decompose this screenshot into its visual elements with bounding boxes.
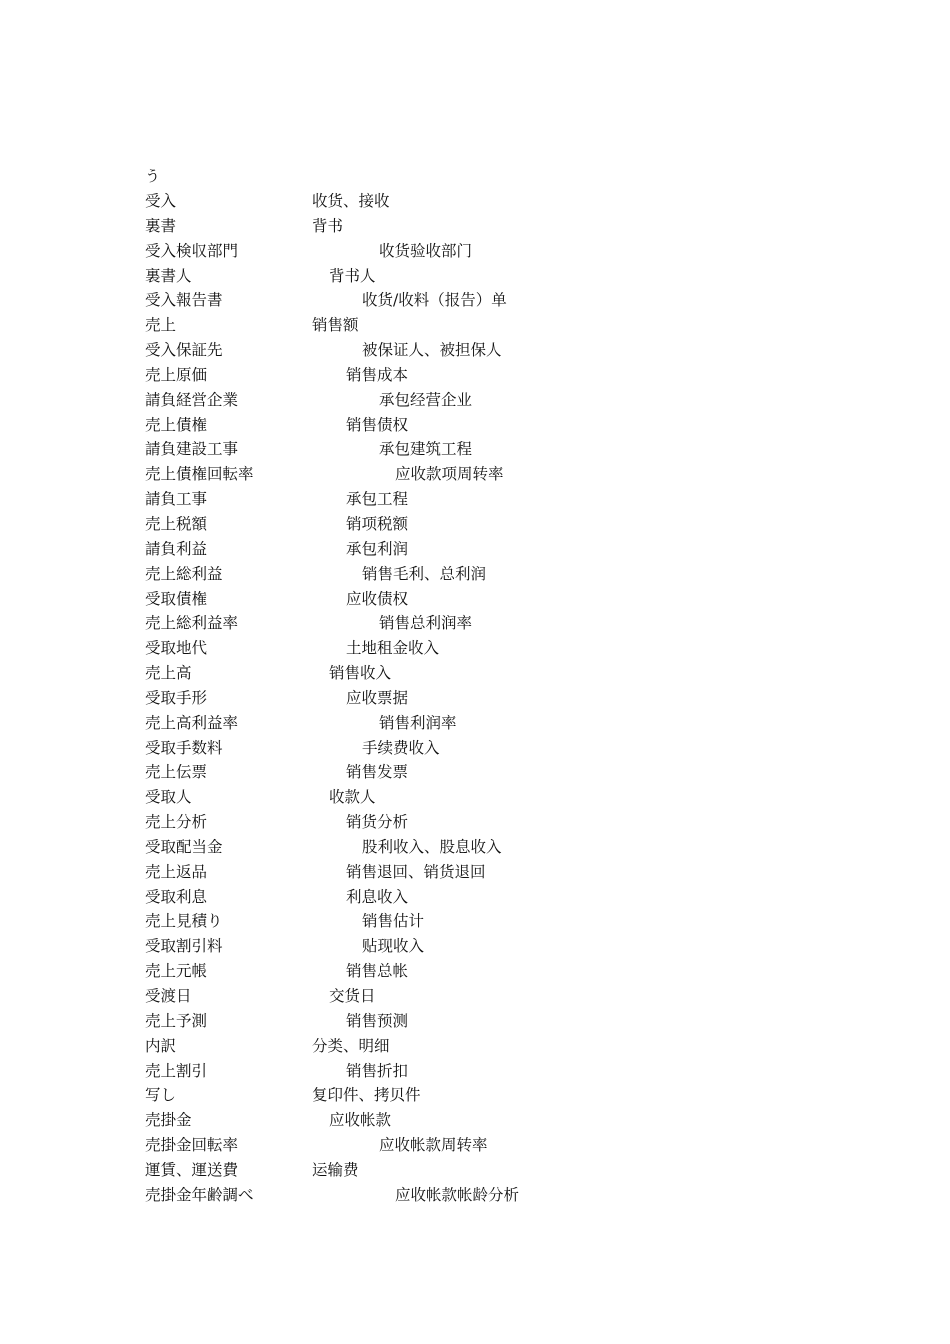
glossary-row xyxy=(145,264,845,289)
glossary-row xyxy=(145,711,845,736)
chinese-translation: 背书人 xyxy=(329,266,376,285)
japanese-term: 請負経営企業 xyxy=(145,390,239,409)
japanese-term: 売上元帳 xyxy=(145,962,208,981)
chinese-translation: 销售总帐 xyxy=(346,962,409,981)
glossary-row xyxy=(145,1183,845,1208)
japanese-term: 受渡日 xyxy=(145,987,192,1005)
chinese-translation: 收货、接收 xyxy=(312,192,390,210)
glossary-row xyxy=(145,363,845,388)
chinese-translation: 应收票据 xyxy=(346,688,409,707)
japanese-term: 売上分析 xyxy=(145,813,208,832)
glossary-row xyxy=(145,239,845,264)
chinese-translation: 销售预测 xyxy=(346,1011,409,1030)
japanese-term: 受入検収部門 xyxy=(145,241,239,260)
glossary-row xyxy=(145,909,845,934)
japanese-term: 売掛金年齢調べ xyxy=(145,1185,254,1204)
section-heading: う xyxy=(145,167,161,185)
glossary-row xyxy=(145,686,845,711)
japanese-term: 受取地代 xyxy=(145,639,208,658)
japanese-term: 売上高利益率 xyxy=(145,713,239,732)
glossary-row xyxy=(145,984,845,1009)
japanese-term: 売上返品 xyxy=(145,862,208,881)
glossary-row xyxy=(145,1108,845,1133)
chinese-translation: 销售估计 xyxy=(362,912,425,931)
japanese-term: 売上予測 xyxy=(145,1011,208,1030)
glossary-row xyxy=(145,413,845,438)
chinese-translation: 应收债权 xyxy=(346,589,409,608)
chinese-translation: 销售收入 xyxy=(329,664,392,683)
glossary-list xyxy=(145,189,845,1208)
japanese-term: 売掛金 xyxy=(145,1111,192,1130)
glossary-row xyxy=(145,1059,845,1084)
chinese-translation: 分类、明细 xyxy=(312,1036,390,1055)
chinese-translation: 背书 xyxy=(312,216,344,235)
chinese-translation: 应收帐款周转率 xyxy=(379,1136,488,1155)
chinese-translation: 销售发票 xyxy=(346,763,409,782)
glossary-row xyxy=(145,934,845,959)
chinese-translation: 承包工程 xyxy=(346,490,409,509)
glossary-row xyxy=(145,214,845,239)
glossary-row xyxy=(145,562,845,587)
glossary-row xyxy=(145,736,845,761)
japanese-term: 内訳 xyxy=(145,1036,177,1055)
glossary-row xyxy=(145,860,845,885)
glossary-row xyxy=(145,462,845,487)
japanese-term: 売上伝票 xyxy=(145,763,208,782)
japanese-term: 受取利息 xyxy=(145,887,208,906)
japanese-term: 写し xyxy=(145,1086,177,1105)
glossary-row xyxy=(145,1034,845,1059)
chinese-translation: 贴现收入 xyxy=(362,937,425,956)
chinese-translation: 应收帐款帐龄分析 xyxy=(395,1185,520,1204)
glossary-row xyxy=(145,835,845,860)
glossary-row xyxy=(145,313,845,338)
japanese-term: 売上債権 xyxy=(145,415,208,434)
japanese-term: 売掛金回転率 xyxy=(145,1136,239,1155)
glossary-row xyxy=(145,1158,845,1183)
chinese-translation: 销售总利润率 xyxy=(379,614,473,633)
glossary-row xyxy=(145,661,845,686)
glossary-row xyxy=(145,885,845,910)
glossary-row xyxy=(145,611,845,636)
japanese-term: 受入保証先 xyxy=(145,341,223,360)
chinese-translation: 销售折扣 xyxy=(346,1061,409,1080)
glossary-row xyxy=(145,785,845,810)
chinese-translation: 承包建筑工程 xyxy=(379,440,473,459)
japanese-term: 裏書人 xyxy=(145,266,192,285)
japanese-term: 売上債権回転率 xyxy=(145,465,254,484)
chinese-translation: 利息收入 xyxy=(346,887,409,906)
glossary-row xyxy=(145,1009,845,1034)
chinese-translation: 收货验收部门 xyxy=(379,241,473,260)
japanese-term: 売上総利益 xyxy=(145,564,223,583)
glossary-row xyxy=(145,810,845,835)
chinese-translation: 销售毛利、总利润 xyxy=(362,564,487,583)
japanese-term: 売上 xyxy=(145,316,177,335)
glossary-row xyxy=(145,636,845,661)
chinese-translation: 销售利润率 xyxy=(379,713,457,732)
japanese-term: 受取債権 xyxy=(145,589,208,608)
glossary-row xyxy=(145,487,845,512)
japanese-term: 受取配当金 xyxy=(145,837,223,856)
japanese-term: 受入 xyxy=(145,192,177,210)
japanese-term: 受取割引料 xyxy=(145,937,223,956)
japanese-term: 売上原価 xyxy=(145,365,208,384)
glossary-row xyxy=(145,537,845,562)
japanese-term: 売上見積り xyxy=(145,912,223,931)
chinese-translation: 运输费 xyxy=(312,1160,359,1179)
chinese-translation: 收款人 xyxy=(329,788,376,807)
japanese-term: 裏書 xyxy=(145,216,177,235)
chinese-translation: 复印件、拷贝件 xyxy=(312,1086,421,1105)
chinese-translation: 销售退回、销货退回 xyxy=(346,862,486,881)
chinese-translation: 应收款项周转率 xyxy=(395,465,504,484)
chinese-translation: 股利收入、股息收入 xyxy=(362,837,502,856)
chinese-translation: 销售成本 xyxy=(346,365,409,384)
japanese-term: 売上税額 xyxy=(145,514,208,533)
japanese-term: 売上高 xyxy=(145,664,192,683)
glossary-row xyxy=(145,338,845,363)
chinese-translation: 承包经营企业 xyxy=(379,390,473,409)
glossary-row xyxy=(145,1083,845,1108)
japanese-term: 請負建設工事 xyxy=(145,440,239,459)
japanese-term: 受取人 xyxy=(145,788,192,807)
chinese-translation: 土地租金收入 xyxy=(346,639,440,658)
chinese-translation: 销项税额 xyxy=(346,514,409,533)
japanese-term: 請負利益 xyxy=(145,539,208,558)
japanese-term: 請負工事 xyxy=(145,490,208,509)
chinese-translation: 交货日 xyxy=(329,987,376,1005)
glossary-row xyxy=(145,959,845,984)
chinese-translation: 被保证人、被担保人 xyxy=(362,341,502,360)
glossary-row xyxy=(145,189,845,214)
glossary-row xyxy=(145,388,845,413)
glossary-row xyxy=(145,288,845,313)
chinese-translation: 收货/收料（报告）单 xyxy=(362,291,507,310)
japanese-term: 売上総利益率 xyxy=(145,614,239,633)
chinese-translation: 承包利润 xyxy=(346,539,409,558)
japanese-term: 受入報告書 xyxy=(145,291,223,310)
glossary-row xyxy=(145,512,845,537)
japanese-term: 運賃、運送費 xyxy=(145,1160,239,1179)
chinese-translation: 销货分析 xyxy=(346,813,409,832)
glossary-row xyxy=(145,1133,845,1158)
japanese-term: 売上割引 xyxy=(145,1061,208,1080)
chinese-translation: 销售债权 xyxy=(346,415,409,434)
japanese-term: 受取手数料 xyxy=(145,738,223,757)
glossary-row xyxy=(145,587,845,612)
glossary-row xyxy=(145,760,845,785)
glossary-row xyxy=(145,437,845,462)
chinese-translation: 销售额 xyxy=(312,316,359,335)
chinese-translation: 手续费收入 xyxy=(362,738,440,757)
chinese-translation: 应收帐款 xyxy=(329,1111,392,1130)
japanese-term: 受取手形 xyxy=(145,688,208,707)
